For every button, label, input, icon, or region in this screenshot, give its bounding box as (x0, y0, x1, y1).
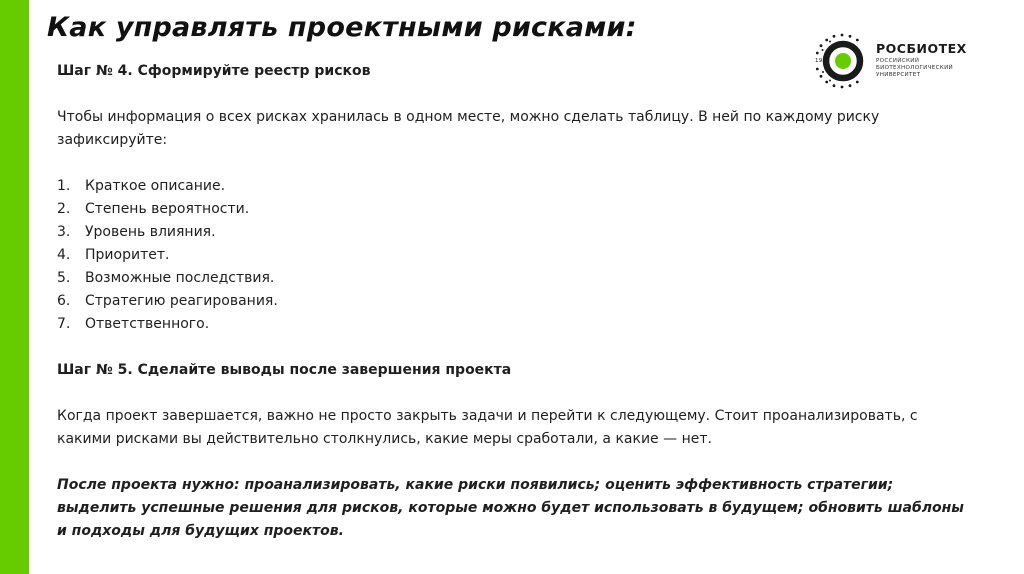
logo-subtitle-line: РОССИЙСКИЙ (876, 58, 920, 64)
accent-bar (0, 0, 29, 574)
list-item: 7. Ответственного. (57, 316, 210, 332)
step5-heading: Шаг № 5. Сделайте выводы после завершения проекта (57, 362, 512, 378)
step5-body: Когда проект завершается, важно не просто закрыть задачи и перейти к следующему. Стоит проанализировать, с какими рисками вы действительно столкнулись, какие меры сработали, а какие — нет. (57, 408, 918, 447)
step4-intro: Чтобы информация о всех рисках хранилась в одном месте, можно сделать таблицу. В ней по каждому риску зафиксируйте: (57, 109, 880, 148)
list-item: 3. Уровень влияния. (57, 224, 216, 240)
slide-content (57, 60, 967, 543)
risk-register-list (57, 175, 967, 336)
logo-subtitle-line: УНИВЕРСИТЕТ (876, 72, 921, 78)
step4-heading: Шаг № 4. Сформируйте реестр рисков (57, 63, 371, 79)
list-item: 2. Степень вероятности. (57, 201, 250, 217)
list-item: 6. Стратегию реагирования. (57, 293, 278, 309)
step5-note: После проекта нужно: проанализировать, какие риски появились; оценить эффективность стратегии; выделить успешные решения для рисков, которые можно будет использовать в будущем; обновить шаблоны и подходы для будущих проектов. (57, 477, 964, 539)
logo-subtitle-line: БИОТЕХНОЛОГИЧЕСКИЙ (876, 65, 954, 71)
list-item: 5. Возможные последствия. (57, 270, 275, 286)
logo-year: 1930 (815, 58, 830, 64)
list-item: 4. Приоритет. (57, 247, 170, 263)
slide-title: Как управлять проектными рисками: (47, 12, 637, 43)
list-item: 1. Краткое описание. (57, 178, 226, 194)
logo-name: РОСБИОТЕХ (876, 41, 967, 56)
